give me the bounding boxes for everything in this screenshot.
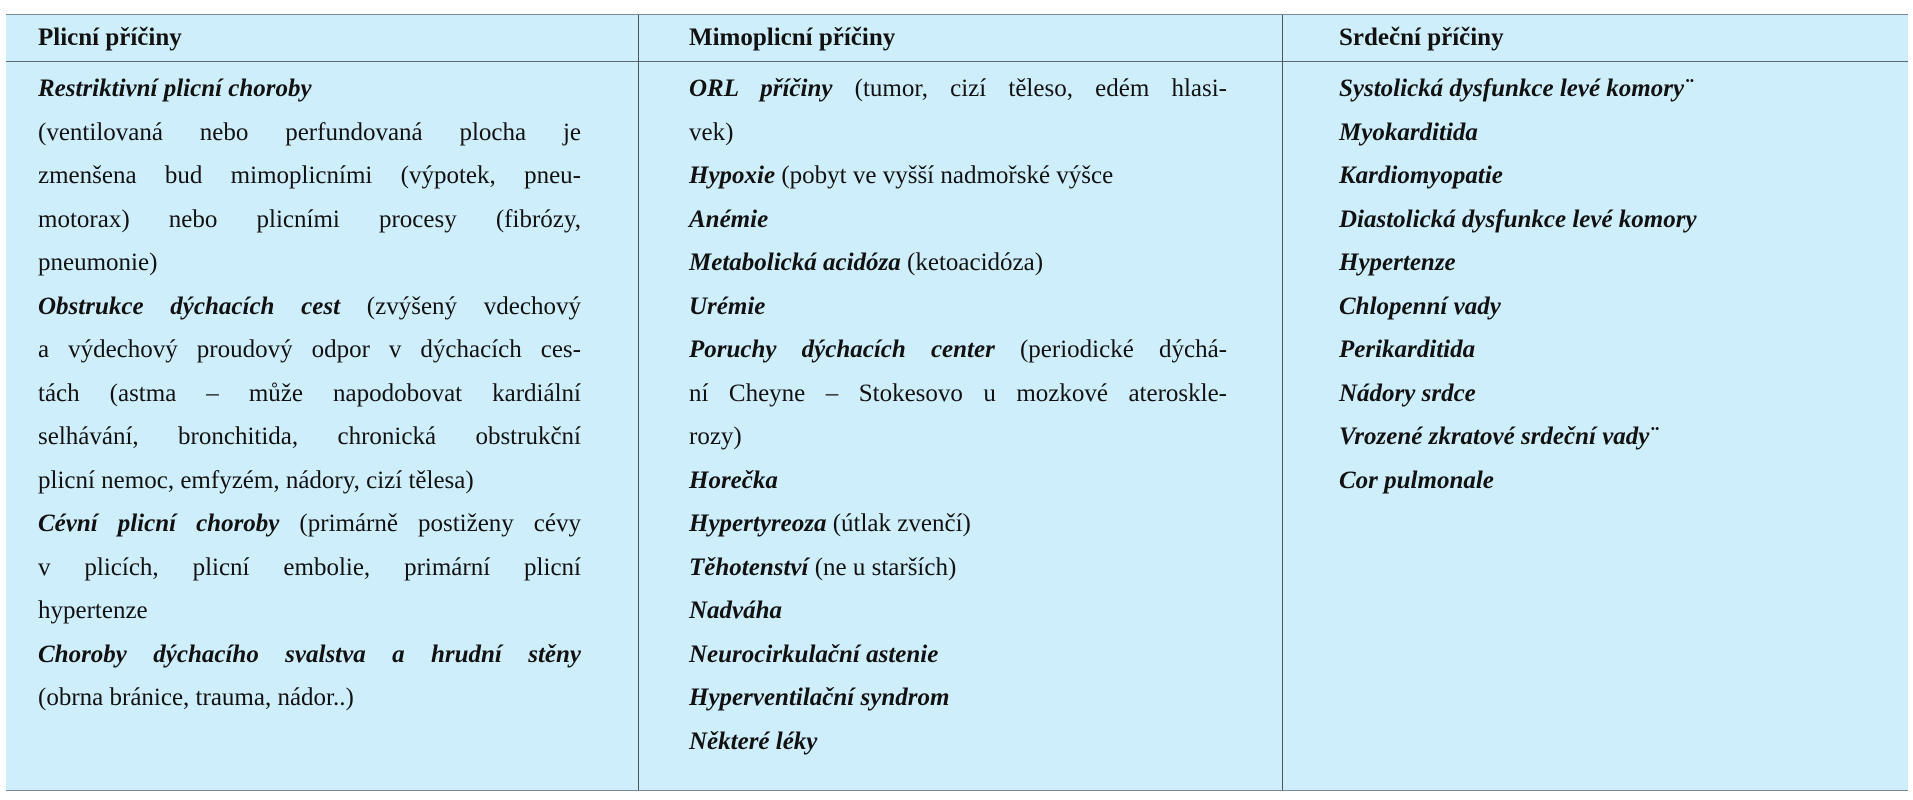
extrapulmonary-item-acidosis (689, 241, 1227, 285)
column-divider-1 (638, 15, 639, 790)
cardiac-item (1339, 328, 1879, 372)
hyperthyroid-term: Hypertyreoza (689, 510, 827, 537)
pulmonary-column (38, 67, 581, 720)
header-extrapulmonary: Mimoplicní příčiny (689, 24, 896, 51)
acidosis-term: Metabolická acidóza (689, 249, 901, 276)
extrapulmonary-item-respiratory-center (689, 328, 1227, 372)
cardiac-item (1339, 285, 1879, 329)
orl-line: vek) (689, 118, 734, 146)
extrapulmonary-column (689, 67, 1227, 763)
orl-text: (tumor, cizí těleso, edém hlasi- (832, 75, 1227, 102)
vascular-text: (primárně postiženy cévy (279, 510, 581, 537)
restrictive-line: (ventilovaná nebo perfundovaná plocha je (38, 118, 581, 146)
cardiac-item (1339, 241, 1879, 285)
fever-term: Horečka (689, 466, 778, 494)
obstruction-text: (zvýšený vdechový (340, 292, 581, 320)
center-line: ní Cheyne – Stokesovo u mozkové ateroskle- (689, 379, 1227, 407)
cardiac-term: Diastolická dysfunkce levé komory (1339, 205, 1697, 233)
hyperthyroid-text: (útlak zvenčí) (826, 510, 971, 537)
obstruction-line: selhávání, bronchitida, chronická obstrukční (38, 423, 581, 450)
center-term: Poruchy dýchacích center (689, 336, 995, 363)
table-header-row (6, 15, 1908, 62)
obstruction-term: Obstrukce dýchacích cest (38, 292, 341, 320)
cardiac-item (1339, 154, 1879, 198)
pulmonary-item-muscle (38, 633, 581, 677)
cardiac-term: Myokarditida (1339, 118, 1478, 146)
cardiac-item (1339, 372, 1879, 416)
cardiac-term: Perikarditida (1339, 336, 1476, 363)
cardiac-term: Hypertenze (1339, 249, 1456, 276)
cardiac-term: Chlopenní vady (1339, 292, 1501, 320)
obstruction-line: tách (astma – může napodobovat kardiální (38, 379, 581, 407)
drugs-term: Některé léky (689, 727, 818, 755)
cardiac-term: Cor pulmonale (1339, 466, 1494, 494)
extrapulmonary-item-drugs (689, 720, 1227, 764)
restrictive-line: zmenšena bud mimoplicními (výpotek, pneu- (38, 162, 581, 189)
column-divider-2 (1282, 15, 1283, 790)
cardiac-column (1339, 67, 1879, 502)
cardiac-item (1339, 111, 1879, 155)
vascular-line: v plicích, plicní embolie, primární plicní (38, 553, 581, 581)
hypoxia-text: (pobyt ve vyšší nadmořské výšce (775, 162, 1114, 189)
hypoxia-term: Hypoxie (689, 162, 776, 189)
muscle-term: Choroby dýchacího svalstva a hrudní stěny (38, 640, 581, 668)
extrapulmonary-item-fever (689, 459, 1227, 503)
obstruction-line: plicní nemoc, emfyzém, nádory, cizí tělesa) (38, 466, 474, 494)
extrapulmonary-item-orl (689, 67, 1227, 111)
pregnancy-text: (ne u starších) (808, 553, 957, 581)
cardiac-item (1339, 415, 1879, 459)
restrictive-line: motorax) nebo plicními procesy (fibrózy, (38, 205, 581, 233)
asthenia-term: Neurocirkulační astenie (689, 640, 939, 668)
extrapulmonary-item-uremia (689, 285, 1227, 329)
vascular-line: hypertenze (38, 597, 148, 624)
cardiac-item (1339, 67, 1879, 111)
obstruction-line: a výdechový proudový odpor v dýchacích ces- (38, 336, 581, 363)
pregnancy-term: Těhotenství (689, 553, 809, 581)
orl-term: ORL příčiny (689, 75, 833, 102)
header-cardiac: Srdeční příčiny (1339, 24, 1504, 51)
cardiac-item (1339, 459, 1879, 503)
uremia-term: Urémie (689, 292, 766, 320)
extrapulmonary-item-pregnancy (689, 546, 1227, 590)
hyperventilation-term: Hyperventilační syndrom (689, 684, 950, 711)
header-pulmonary: Plicní příčiny (38, 24, 182, 51)
pulmonary-item-vascular (38, 502, 581, 546)
cardiac-term: Systolická dysfunkce levé komory¨ (1339, 75, 1693, 102)
acidosis-text: (ketoacidóza) (900, 249, 1044, 276)
extrapulmonary-item-hyperventilation (689, 676, 1227, 720)
overweight-term: Nadváha (689, 597, 783, 624)
extrapulmonary-item-overweight (689, 589, 1227, 633)
causes-table (6, 14, 1908, 791)
cardiac-item (1339, 198, 1879, 242)
cardiac-term: Nádory srdce (1339, 379, 1476, 407)
extrapulmonary-item-hyperthyroid (689, 502, 1227, 546)
extrapulmonary-item-anemia (689, 198, 1227, 242)
center-text: (periodické dýchá- (994, 336, 1227, 363)
extrapulmonary-item-hypoxia (689, 154, 1227, 198)
extrapulmonary-item-asthenia (689, 633, 1227, 677)
pulmonary-item-obstruction (38, 285, 581, 329)
muscle-line: (obrna bránice, trauma, nádor..) (38, 684, 354, 711)
restrictive-line: pneumonie) (38, 249, 158, 276)
pulmonary-item-restrictive (38, 67, 581, 111)
anemia-term: Anémie (689, 205, 769, 233)
cardiac-term: Kardiomyopatie (1339, 162, 1503, 189)
center-line: rozy) (689, 423, 742, 450)
restrictive-term: Restriktivní plicní choroby (38, 75, 312, 102)
cardiac-term: Vrozené zkratové srdeční vady¨ (1339, 423, 1658, 450)
vascular-term: Cévní plicní choroby (38, 510, 280, 537)
